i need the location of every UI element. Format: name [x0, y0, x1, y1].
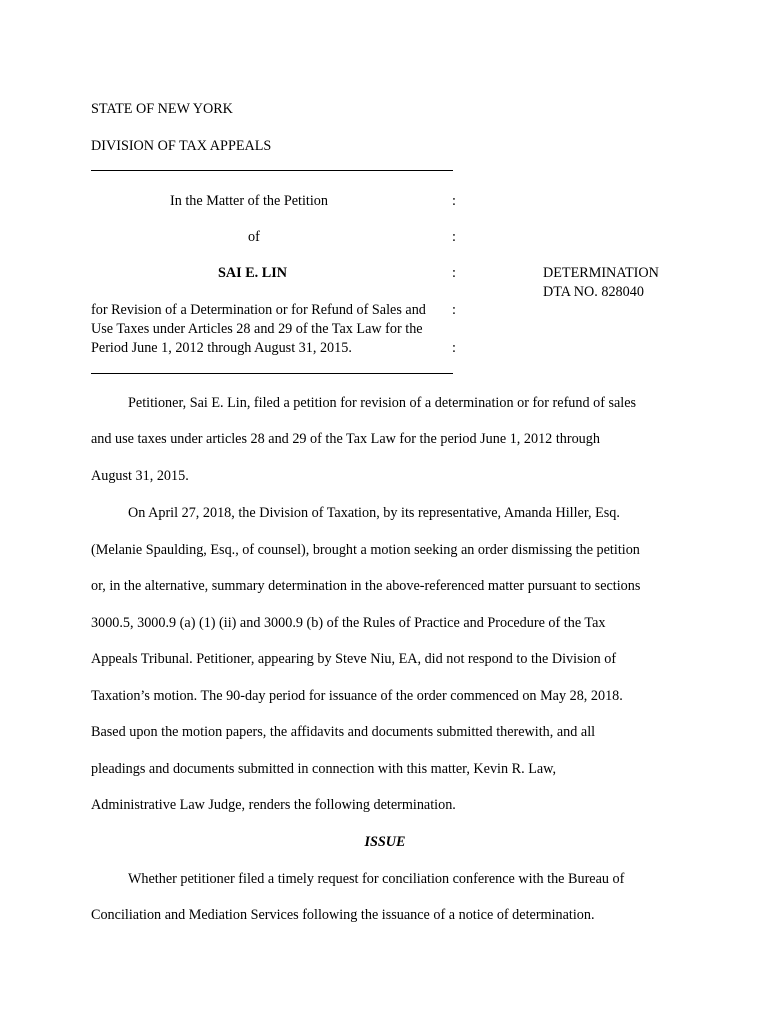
issue-heading: ISSUE [364, 834, 406, 850]
caption-purpose-line: for Revision of a Determination or for Refund of Sales and [91, 302, 426, 318]
dta-number: DTA NO. 828040 [543, 284, 644, 300]
paragraph-line: Based upon the motion papers, the affidavits and documents submitted therewith, and all [91, 724, 596, 740]
paragraph-line: and use taxes under articles 28 and 29 of the Tax Law for the period June 1, 2012 through [91, 431, 600, 447]
caption-purpose-line: Use Taxes under Articles 28 and 29 of the Tax Law for the [91, 321, 423, 337]
caption-top-rule [91, 170, 453, 171]
caption-purpose-line: Period June 1, 2012 through August 31, 2015. [91, 340, 352, 356]
determination-title: DETERMINATION [543, 265, 659, 281]
paragraph-line: Appeals Tribunal. Petitioner, appearing by Steve Niu, EA, did not respond to the Division of [91, 651, 617, 667]
paragraph-line: August 31, 2015. [91, 468, 189, 484]
paragraph-line: 3000.5, 3000.9 (a) (1) (ii) and 3000.9 (b) of the Rules of Practice and Procedure of the Tax [91, 615, 606, 631]
paragraph-line: Whether petitioner filed a timely request for conciliation conference with the Bureau of [128, 871, 625, 887]
caption-colon: : [452, 265, 456, 281]
caption-bottom-rule [91, 373, 453, 374]
paragraph-line: Administrative Law Judge, renders the following determination. [91, 797, 456, 813]
paragraph-line: pleadings and documents submitted in connection with this matter, Kevin R. Law, [91, 761, 557, 777]
caption-matter-line: In the Matter of the Petition [170, 193, 328, 209]
paragraph-line: Taxation’s motion. The 90-day period for issuance of the order commenced on May 28, 2018. [91, 688, 623, 704]
paragraph-line: Petitioner, Sai E. Lin, filed a petition for revision of a determination or for refund of sales [128, 395, 637, 411]
paragraph-line: Conciliation and Mediation Services following the issuance of a notice of determination. [91, 907, 595, 923]
division-heading: DIVISION OF TAX APPEALS [91, 138, 272, 154]
state-heading: STATE OF NEW YORK [91, 101, 233, 117]
caption-colon: : [452, 229, 456, 245]
caption-colon: : [452, 340, 456, 356]
caption-colon: : [452, 193, 456, 209]
paragraph-line: On April 27, 2018, the Division of Taxation, by its representative, Amanda Hiller, Esq. [128, 505, 620, 521]
caption-of-line: of [248, 229, 260, 245]
petitioner-name: SAI E. LIN [218, 265, 287, 281]
paragraph-line: (Melanie Spaulding, Esq., of counsel), brought a motion seeking an order dismissing the petition [91, 542, 640, 558]
caption-colon: : [452, 302, 456, 318]
paragraph-line: or, in the alternative, summary determination in the above-referenced matter pursuant to sections [91, 578, 641, 594]
